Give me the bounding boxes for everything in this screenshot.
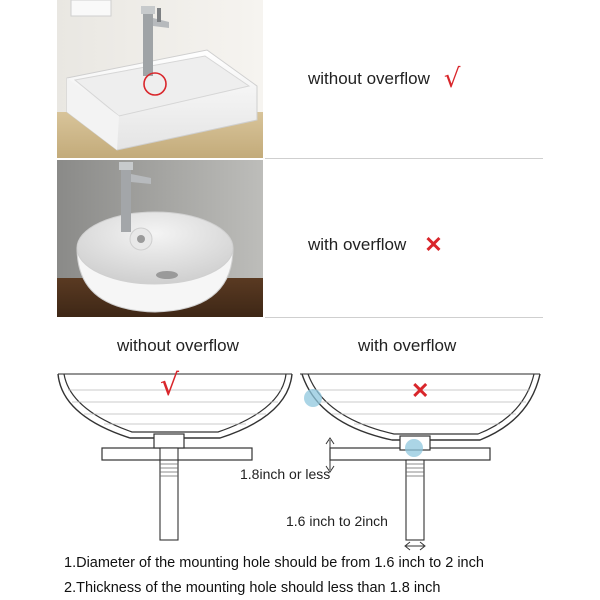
sink-photo-round xyxy=(57,160,263,317)
drain-highlight xyxy=(405,439,423,457)
cross-icon: ✕ xyxy=(411,378,430,403)
diameter-dimension xyxy=(405,542,425,550)
row-caption: with overflow xyxy=(308,235,407,254)
diagram-title-without-overflow: without overflow xyxy=(117,336,239,355)
cross-icon: ✕ xyxy=(424,232,443,257)
note-thickness: 2.Thickness of the mounting hole should less than 1.8 inch xyxy=(64,580,441,596)
row-with-overflow xyxy=(308,232,443,258)
diameter-label: 1.6 inch to 2inch xyxy=(286,513,388,529)
row-divider xyxy=(265,317,543,318)
check-icon: √ xyxy=(443,64,461,94)
check-icon: √ xyxy=(160,368,180,403)
diagram-title-with-overflow: with overflow xyxy=(358,336,457,355)
row-caption: without overflow xyxy=(308,69,430,88)
cross-section-diagram xyxy=(0,360,600,560)
note-diameter: 1.Diameter of the mounting hole should be from 1.6 inch to 2 inch xyxy=(64,555,484,571)
sink-photo-rectangular xyxy=(57,0,263,158)
row-without-overflow xyxy=(308,64,460,94)
thickness-label: 1.8inch or less xyxy=(240,466,331,482)
overflow-hole-highlight xyxy=(304,389,322,407)
row-divider xyxy=(265,158,543,159)
